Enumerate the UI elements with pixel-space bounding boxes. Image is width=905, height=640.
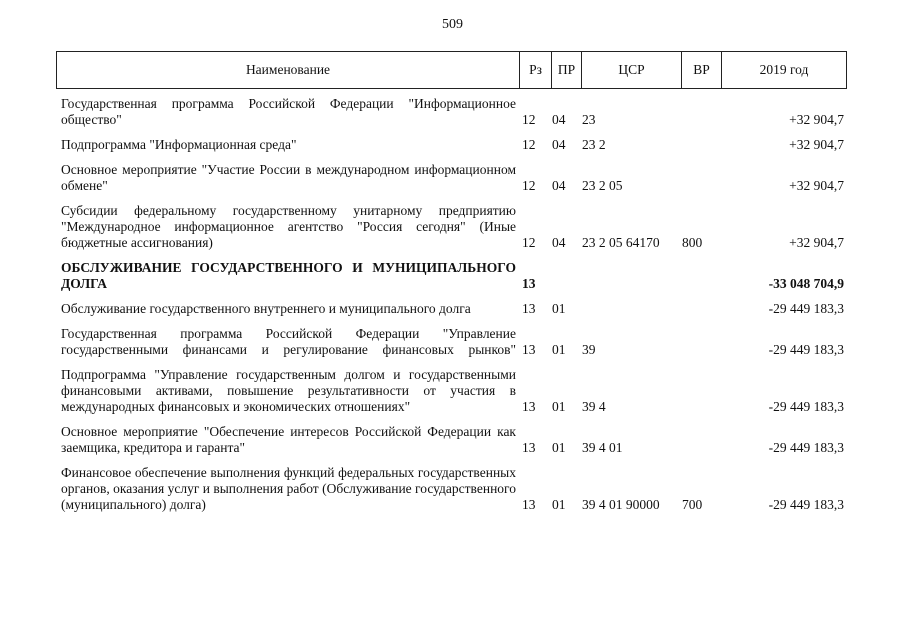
page-number: 509 (442, 17, 463, 32)
row-csr: 39 (582, 342, 596, 357)
row-rz: 13 (522, 301, 536, 316)
row-pr: 04 (552, 112, 566, 127)
row-pr: 01 (552, 399, 566, 414)
row-name: Государственная программа Российской Федерации "Управление государственными финансами и регулирование финансовых рынков" (61, 326, 516, 357)
table-row (0, 162, 905, 194)
row-rz: 13 (522, 440, 536, 455)
row-vr: 800 (682, 235, 703, 250)
row-rz: 12 (522, 112, 536, 127)
table-row (0, 424, 905, 456)
row-csr: 23 2 05 64170 (582, 235, 660, 250)
row-amount: +32 904,7 (789, 112, 844, 127)
row-csr: 23 (582, 112, 596, 127)
row-name: ОБСЛУЖИВАНИЕ ГОСУДАРСТВЕННОГО И МУНИЦИПАЛЬНОГО ДОЛГА (61, 260, 516, 291)
row-csr: 39 4 01 90000 (582, 497, 660, 512)
row-rz: 12 (522, 137, 536, 152)
row-rz: 13 (522, 342, 536, 357)
row-rz: 12 (522, 178, 536, 193)
row-amount: -29 449 183,3 (768, 440, 844, 455)
header-year: 2019 год (722, 52, 847, 89)
row-pr: 01 (552, 440, 566, 455)
table-row (0, 367, 905, 415)
row-amount: -29 449 183,3 (768, 342, 844, 357)
row-rz: 12 (522, 235, 536, 250)
row-rz: 13 (522, 276, 536, 291)
row-rz: 13 (522, 497, 536, 512)
row-pr: 04 (552, 235, 566, 250)
table-header (56, 51, 847, 89)
row-amount: +32 904,7 (789, 137, 844, 152)
row-name: Финансовое обеспечение выполнения функций федеральных государственных органов, оказания услуг и выполнения работ (Обслуживание государственного (муниципального) долга) (61, 465, 516, 512)
row-name: Подпрограмма "Информационная среда" (61, 137, 297, 152)
row-csr: 23 2 (582, 137, 606, 152)
header-name: Наименование (57, 52, 520, 89)
table-row (0, 203, 905, 251)
row-vr: 700 (682, 497, 703, 512)
row-amount: -29 449 183,3 (768, 301, 844, 316)
row-name: Государственная программа Российской Федерации "Информационное общество" (61, 96, 516, 127)
table-row (0, 301, 905, 317)
table-row (0, 326, 905, 358)
header-vr: ВР (682, 52, 722, 89)
row-csr: 39 4 (582, 399, 606, 414)
row-name: Подпрограмма "Управление государственным долгом и государственными финансовыми активами, повышение результативности от участия в международных финансовых и экономических отношениях" (61, 367, 516, 414)
row-amount: -29 449 183,3 (768, 399, 844, 414)
table-row-section (0, 260, 905, 292)
row-amount: -33 048 704,9 (768, 276, 844, 291)
row-csr: 23 2 05 (582, 178, 623, 193)
row-rz: 13 (522, 399, 536, 414)
row-pr: 01 (552, 497, 566, 512)
row-amount: +32 904,7 (789, 178, 844, 193)
row-csr: 39 4 01 (582, 440, 623, 455)
row-name: Основное мероприятие "Обеспечение интересов Российской Федерации как заемщика, кредитора и гаранта" (61, 424, 516, 455)
table-row (0, 137, 905, 153)
header-pr: ПР (552, 52, 582, 89)
row-pr: 04 (552, 178, 566, 193)
row-amount: +32 904,7 (789, 235, 844, 250)
table-row (0, 96, 905, 128)
row-name: Обслуживание государственного внутреннего и муниципального долга (61, 301, 471, 316)
row-name: Основное мероприятие "Участие России в международном информационном обмене" (61, 162, 516, 193)
row-pr: 04 (552, 137, 566, 152)
header-csr: ЦСР (582, 52, 682, 89)
row-amount: -29 449 183,3 (768, 497, 844, 512)
row-pr: 01 (552, 301, 566, 316)
budget-rows (0, 96, 905, 522)
row-pr: 01 (552, 342, 566, 357)
table-row (0, 465, 905, 513)
header-rz: Рз (520, 52, 552, 89)
row-name: Субсидии федеральному государственному унитарному предприятию "Международное информационное агентство "Россия сегодня" (Иные бюджетные ассигнования) (61, 203, 516, 250)
